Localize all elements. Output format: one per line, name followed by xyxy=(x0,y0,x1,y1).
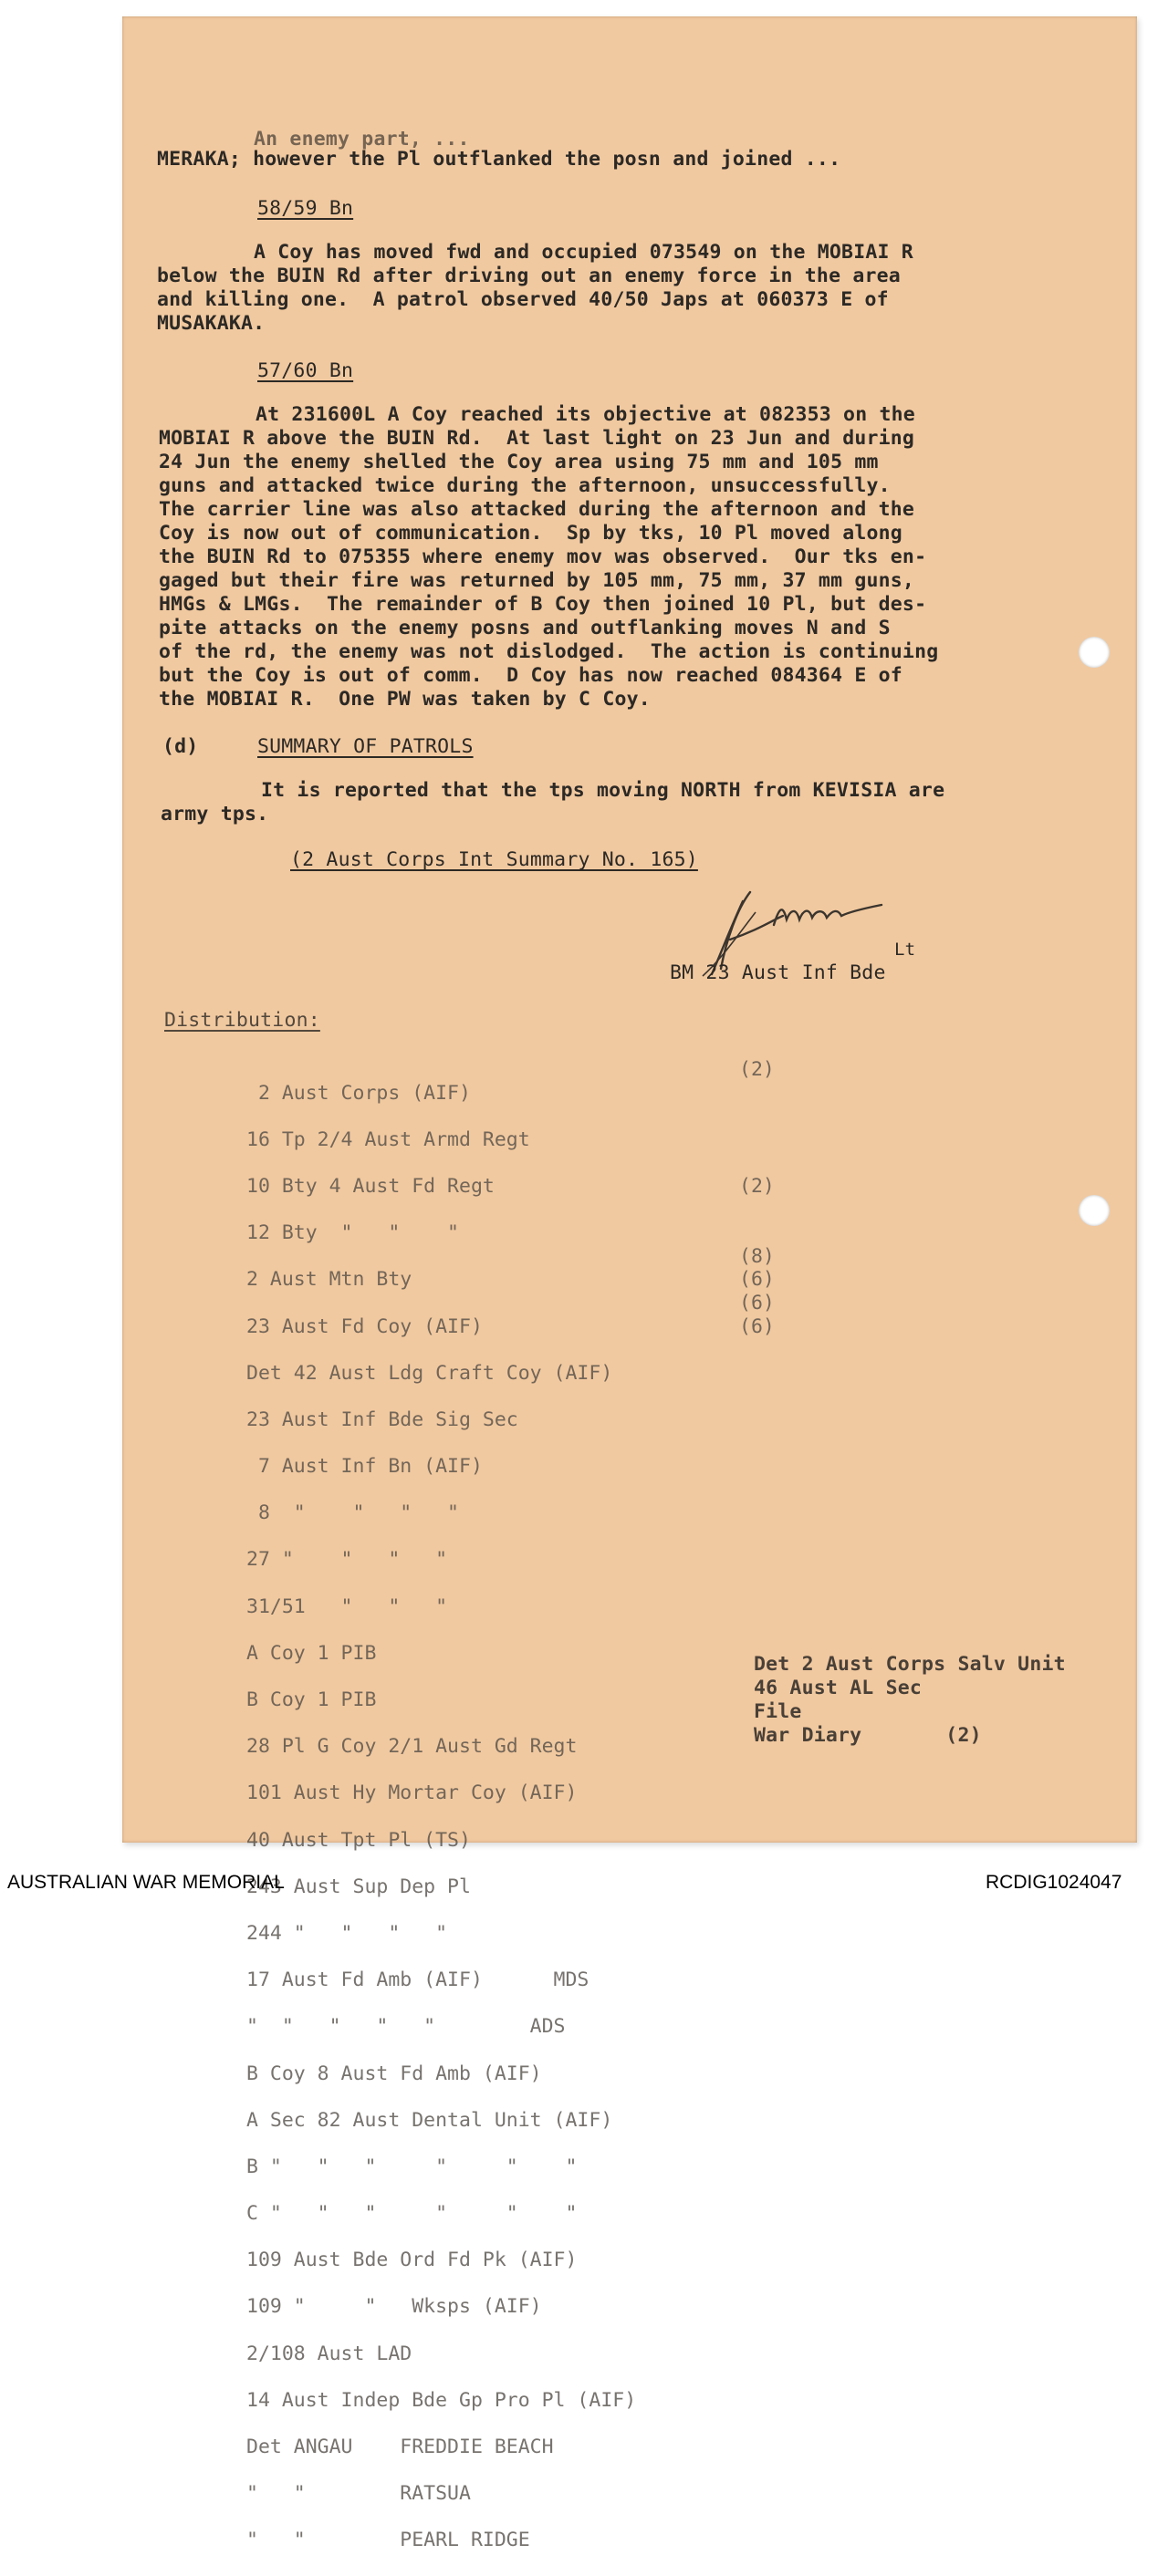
distribution-item: 23 Aust Fd Coy (AIF) xyxy=(246,1314,483,1338)
para-line: of the rd, the enemy was not dislodged. The action is continuing xyxy=(159,640,939,663)
para-line: It is reported that the tps moving NORTH from KEVISIA are xyxy=(261,779,945,802)
distribution-count: (6) xyxy=(739,1314,775,1338)
distribution-count: (6) xyxy=(739,1292,775,1314)
distribution-item: 7 Aust Inf Bn (AIF) xyxy=(246,1455,483,1479)
para-line: the MOBIAI R. One PW was taken by C Coy. xyxy=(159,688,651,711)
distribution-item: 243 Aust Sup Dep Pl xyxy=(246,1875,471,1898)
distribution-item: 31/51 " " " xyxy=(246,1594,448,1618)
distribution-item: Det ANGAU FREDDIE BEACH xyxy=(246,2436,554,2459)
distribution-count: (2) xyxy=(739,1058,775,1081)
distribution-item: 109 Aust Bde Ord Fd Pk (AIF) xyxy=(246,2249,578,2272)
distribution-item: B Coy 1 PIB xyxy=(246,1688,377,1712)
distribution-item: 2 Aust Mtn Bty xyxy=(246,1268,412,1292)
para-line: gaged but their fire was returned by 105 mm, 75 mm, 37 mm guns, xyxy=(159,569,915,592)
distribution-item: B Coy 8 Aust Fd Amb (AIF) xyxy=(246,2062,542,2085)
distribution-list xyxy=(246,1058,636,2576)
header-line-1: An enemy part, ... xyxy=(254,128,470,151)
distribution-item: A Sec 82 Aust Dental Unit (AIF) xyxy=(246,2108,613,2132)
reference-line: (2 Aust Corps Int Summary No. 165) xyxy=(290,848,698,871)
section-label-d: (d) xyxy=(162,735,199,758)
footer-archive-name: AUSTRALIAN WAR MEMORIAL xyxy=(7,1872,285,1893)
para-line: pite attacks on the enemy posns and outflanking moves N and S xyxy=(159,617,891,639)
para-line: guns and attacked twice during the afternoon, unsuccessfully. xyxy=(159,474,891,497)
distribution-item: 23 Aust Inf Bde Sig Sec xyxy=(246,1407,518,1431)
distribution-count: (6) xyxy=(739,1268,775,1292)
distribution-right-item: War Diary (2) xyxy=(754,1724,982,1747)
para-line: 24 Jun the enemy shelled the Coy area using 75 mm and 105 mm xyxy=(159,451,879,473)
punch-hole-lower xyxy=(1079,1195,1110,1226)
distribution-item: 2 Aust Corps (AIF) xyxy=(246,1081,471,1105)
header-line-2: MERAKA; however the Pl outflanked the posn and joined ... xyxy=(157,148,841,171)
para-line: Coy is now out of communication. Sp by tks, 10 Pl moved along xyxy=(159,522,902,545)
distribution-item: 12 Bty " " " xyxy=(246,1221,459,1245)
para-line: the BUIN Rd to 075355 where enemy mov was observed. Our tks en- xyxy=(159,545,927,568)
distribution-item: B " " " " " " xyxy=(246,2155,578,2178)
distribution-item: 40 Aust Tpt Pl (TS) xyxy=(246,1828,471,1852)
distribution-item: 109 " " Wksps (AIF) xyxy=(246,2295,542,2319)
distribution-item: 17 Aust Fd Amb (AIF) MDS xyxy=(246,1968,589,1992)
distribution-item: Det 42 Aust Ldg Craft Coy (AIF) xyxy=(246,1361,613,1385)
signature-unit: BM 23 Aust Inf Bde xyxy=(670,961,886,984)
distribution-item: " " " " " ADS xyxy=(246,2015,566,2039)
footer-record-id: RCDIG1024047 xyxy=(986,1872,1122,1893)
distribution-item: 27 " " " " xyxy=(246,1548,448,1572)
distribution-item: 101 Aust Hy Mortar Coy (AIF) xyxy=(246,1781,578,1805)
section-title-57-60-bn: 57/60 Bn xyxy=(257,359,354,382)
distribution-right-item: File xyxy=(754,1700,802,1723)
distribution-item: C " " " " " " xyxy=(246,2202,578,2226)
para-line: and killing one. A patrol observed 40/50 Japs at 060373 E of xyxy=(157,288,889,311)
signature-rank: Lt xyxy=(894,940,916,960)
distribution-item: 2/108 Aust LAD xyxy=(246,2342,412,2365)
distribution-count: (8) xyxy=(739,1244,775,1268)
para-line: The carrier line was also attacked during the afternoon and the xyxy=(159,498,915,521)
distribution-item: 16 Tp 2/4 Aust Armd Regt xyxy=(246,1127,530,1151)
section-title-summary-of-patrols: SUMMARY OF PATROLS xyxy=(257,735,474,758)
distribution-item: 28 Pl G Coy 2/1 Aust Gd Regt xyxy=(246,1735,578,1759)
para-line: below the BUIN Rd after driving out an enemy force in the area xyxy=(157,265,901,287)
distribution-count: (2) xyxy=(739,1175,775,1198)
distribution-item: " " PEARL RIDGE xyxy=(246,2529,530,2552)
distribution-item: " " RATSUA xyxy=(246,2482,471,2506)
distribution-title: Distribution: xyxy=(164,1009,320,1032)
distribution-item: A Coy 1 PIB xyxy=(246,1641,377,1665)
distribution-item: 14 Aust Indep Bde Gp Pro Pl (AIF) xyxy=(246,2388,637,2412)
para-line: A Coy has moved fwd and occupied 073549 on the MOBIAI R xyxy=(254,241,913,264)
distribution-right-item: Det 2 Aust Corps Salv Unit xyxy=(754,1653,1066,1676)
para-line: but the Coy is out of comm. D Coy has now reached 084364 E of xyxy=(159,664,902,687)
para-line: MUSAKAKA. xyxy=(157,312,266,335)
distribution-right-item: 46 Aust AL Sec xyxy=(754,1677,923,1699)
para-line: HMGs & LMGs. The remainder of B Coy then joined 10 Pl, but des- xyxy=(159,593,927,616)
distribution-item: 244 " " " " xyxy=(246,1921,448,1945)
distribution-item: 8 " " " " xyxy=(246,1501,459,1525)
distribution-item: 10 Bty 4 Aust Fd Regt xyxy=(246,1174,495,1198)
para-line: MOBIAI R above the BUIN Rd. At last light on 23 Jun and during xyxy=(159,427,915,450)
para-line: army tps. xyxy=(161,803,269,826)
section-title-58-59-bn: 58/59 Bn xyxy=(257,197,354,220)
punch-hole-upper xyxy=(1079,637,1110,668)
para-line: At 231600L A Coy reached its objective at 082353 on the xyxy=(256,403,915,426)
